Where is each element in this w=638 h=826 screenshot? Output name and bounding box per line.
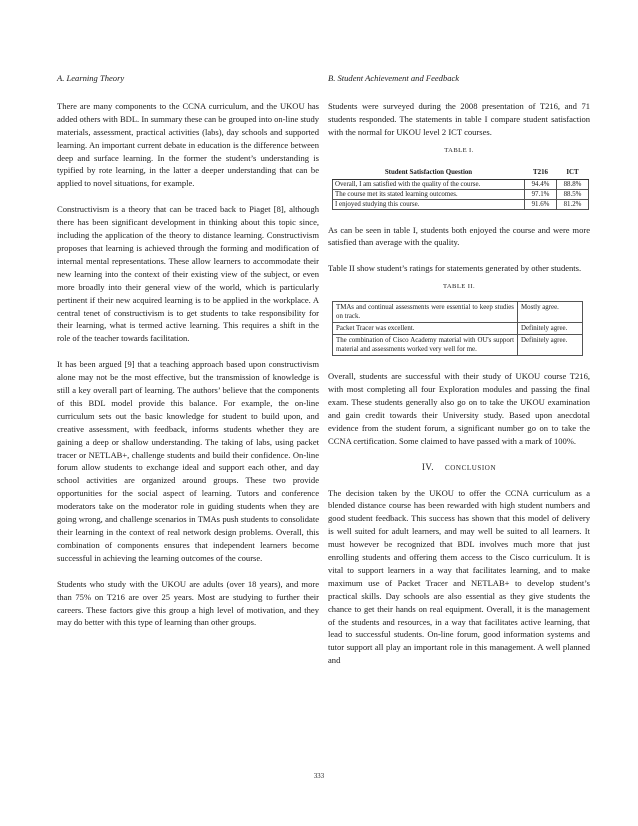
column-header: Student Satisfaction Question bbox=[333, 165, 525, 180]
table-row bbox=[333, 189, 589, 199]
paragraph: Table II show student’s ratings for statements generated by other students. bbox=[328, 263, 582, 274]
left-column bbox=[57, 72, 319, 642]
section-heading-conclusion bbox=[328, 461, 590, 475]
table-cell: Definitely agree. bbox=[518, 323, 583, 335]
table-cell: 88.5% bbox=[557, 189, 589, 199]
section-title: CONCLUSION bbox=[444, 463, 497, 472]
table-cell: Overall, I am satisfied with the quality of the course. bbox=[333, 179, 525, 189]
table-row bbox=[333, 335, 583, 356]
page-number: 333 bbox=[313, 773, 325, 780]
table-row bbox=[333, 302, 583, 323]
paragraph: There are many components to the CCNA curriculum, and the UKOU has added others with BDL. In summary these can be grouped into on-line study materials, assessment, practical activities (labs), day schools and supported learning. An important current debate in education is the difference between deep and surface learning. In the former the student’s understanding is typified by rote learning, in the latter a deeper understanding that can be applied to novel situations, for example. bbox=[57, 100, 319, 189]
table-cell: Definitely agree. bbox=[518, 335, 583, 356]
table-row bbox=[333, 323, 583, 335]
paragraph: Students who study with the UKOU are adults (over 18 years), and more than 75% on T216 are over 25 years. Most are studying to further their careers. These factors give this group a high level of motivation, and they may do better with this type of learning than other groups. bbox=[57, 578, 319, 628]
paragraph: Students were surveyed during the 2008 presentation of T216, and 71 students responded. The statements in table I compare student satisfaction with the normal for UKOU level 2 ICT courses. bbox=[328, 100, 590, 137]
table-cell: 91.6% bbox=[525, 199, 557, 209]
ratings-table bbox=[332, 301, 583, 356]
column-header: ICT bbox=[557, 165, 589, 180]
satisfaction-table bbox=[332, 165, 589, 210]
table-cell: Packet Tracer was excellent. bbox=[333, 323, 518, 335]
table-row bbox=[333, 179, 589, 189]
table-cell: TMAs and continual assessments were essential to keep studies on track. bbox=[333, 302, 518, 323]
table-header-row bbox=[333, 165, 589, 180]
paragraph: The decision taken by the UKOU to offer the CCNA curriculum as a blended distance course has been rewarded with high student numbers and good student feedback. This success has shown that this model of delivery is well suited for adult learners, and may well be suited to all learners. It must however be recognized that BDL involves much more that just enrolling students and offering them access to the Cisco curriculum. It is vital to support learners in a way that facilitates learning, and to make maximum use of Packet Tracer and NETLAB+ to develop student’s practical skills. Day schools are also essential as they give students the chance to get their hands on real equipment. Overall, it is the management of the students and resources, in a way that facilitates active learning, that lead to successful students. On-line forum, good information systems and tutor support all play an important role in this management. A well planned and bbox=[328, 487, 590, 666]
section-heading-learning-theory: A. Learning Theory bbox=[57, 73, 125, 83]
table-cell: 94.4% bbox=[525, 179, 557, 189]
right-column bbox=[328, 72, 590, 680]
column-header: T216 bbox=[525, 165, 557, 180]
section-heading-student-achievement: B. Student Achievement and Feedback bbox=[328, 73, 460, 83]
table-cell: Mostly agree. bbox=[518, 302, 583, 323]
table-cell: 81.2% bbox=[557, 199, 589, 209]
table-cell: The combination of Cisco Academy material with OU's support material and assessments worked very well for me. bbox=[333, 335, 518, 356]
table-caption: TABLE II. bbox=[442, 283, 475, 291]
table-cell: 97.1% bbox=[525, 189, 557, 199]
paragraph: As can be seen in table I, students both enjoyed the course and were more satisfied than average with the quality. bbox=[328, 224, 590, 248]
table-cell: I enjoyed studying this course. bbox=[333, 199, 525, 209]
paragraph: Overall, students are successful with their study of UKOU course T216, with most completing all four Exploration modules and passing the final exam. These students generally also go on to take the UKOU examination and gain credit towards their University study. Based upon anecdotal evidence from the student forum, a significant number go on to take the CCNA certification. Some claimed to have passed with a mark of 100%. bbox=[328, 371, 590, 446]
table-row bbox=[333, 199, 589, 209]
table-cell: 88.8% bbox=[557, 179, 589, 189]
table-cell: The course met its stated learning outcomes. bbox=[333, 189, 525, 199]
paragraph: It has been argued [9] that a teaching approach based upon constructivism alone may not be the most effective, but the transmission of knowledge is still a key overall part of learning. The authors’ believe that the components of this BDL model provide this balance. For example, the on-line curriculum sets out the basic knowledge for student to build upon, and creative assessment, with feedback, informs students whether they are gaining a deep or shallow understanding. The taking of labs, using packet tracer or NETLAB+, challenge students and build their confidence. On-line forum allow students to exchange ideal and support each other, and day school activities are organized around groups. These two provide opportunities for the social aspect of learning. Tutors and conference moderators take on the moderator role in guiding students when they are going wrong, and challenge scenarios in TMAs push students to consolidate their learning in the context of real network design problems. Overall, this combination of components ensures that independent learners become successful in achieving the learning outcomes of the course. bbox=[57, 359, 319, 563]
table-caption: TABLE I. bbox=[444, 146, 474, 154]
paragraph: Constructivism is a theory that can be traced back to Piaget [8], although there has been significant development in thinking about this topic since, including the application of the theory to distance learning. Constructivism proposes that learning is achieved through the forming and modification of internal mental representations. These allow learners to accommodate their new learning into the context of their existing view of the subject, or even more broadly into their general view of the world, which is particularly pertinent if their new acquired learning is to be applied in the workplace. A central tenet of constructivism is to get students to take responsibility for their learning, what is termed active learning. This requires a shift in the role of the teacher towards facilitation. bbox=[57, 204, 319, 344]
section-numeral: IV. bbox=[421, 461, 434, 472]
